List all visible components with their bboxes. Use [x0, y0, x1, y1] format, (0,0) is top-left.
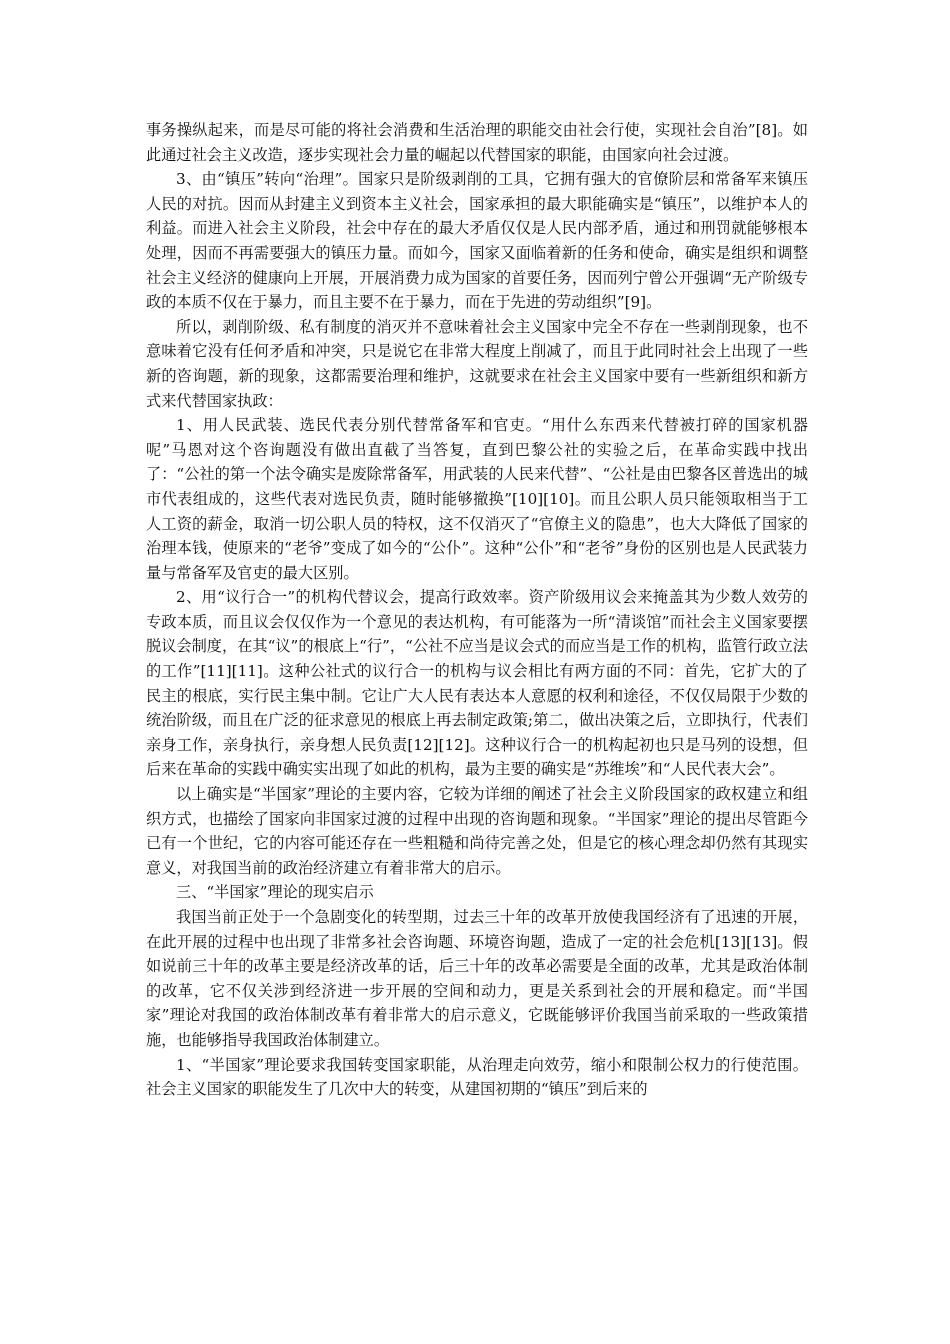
paragraph-2: 3、由“镇压”转向“治理”。国家只是阶级剥削的工具，它拥有强大的官僚阶层和常备军来镇压人民的对抗。因而从封建主义到资本主义社会，国家承担的最大职能确实是“镇压”，以维护本人的利益。而进入社会主义阶段，社会中存在的最大矛盾仅仅是人民内部矛盾，通过和刑罚就能够根本处理，因而不再需要强大的镇压力量。而如今，国家又面临着新的任务和使命，确实是组织和调整社会主义经济的健康向上开展，开展消费力成为国家的首要任务，因而列宁曾公开强调“无产阶级专政的本质不仅在于暴力，而且主要不在于暴力，而在于先进的劳动组织”[9]。: [146, 170, 808, 312]
paragraph-1: 事务操纵起来，而是尽可能的将社会消费和生活治理的职能交由社会行使，实现社会自治”[8]。如此通过社会主义改造，逐步实现社会力量的崛起以代替国家的职能，由国家向社会过渡。: [146, 121, 808, 164]
paragraph-5: 2、用“议行合一”的机构代替议会，提高行政效率。资产阶级用议会来掩盖其为少数人效劳的专政本质，而且议会仅仅作为一个意见的表达机构，有可能落为一所“清谈馆”而社会主义国家要摆脱议会制度，在其“议”的根底上“行”，“公社不应当是议会式的而应当是工作的机构，监管行政立法的工作”[11][11]。这种公社式的议行合一的机构与议会相比有两方面的不同：首先，它扩大的了民主的根底，实行民主集中制。它让广大人民有表达本人意愿的权利和途径，不仅仅局限于少数的统治阶级，而且在广泛的征求意见的根底上再去制定政策;第二，做出决策之后，立即执行，代表们亲身工作，亲身执行，亲身想人民负责[12][12]。这种议行合一的机构起初也只是马列的设想，但后来在革命的实践中确实实出现了如此的机构，最为主要的确实是“苏维埃”和“人民代表大会”。: [146, 588, 808, 779]
paragraph-8: 1、“半国家”理论要求我国转变国家职能，从治理走向效劳，缩小和限制公权力的行使范围。社会主义国家的职能发生了几次中大的转变，从建国初期的“镇压”到后来的: [146, 1055, 808, 1099]
document-page: [146, 118, 808, 1102]
paragraph-7: 我国当前正处于一个急剧变化的转型期，过去三十年的改革开放使我国经济有了迅速的开展，在此开展的过程中也出现了非常多社会咨询题、环境咨询题，造成了一定的社会危机[13][13]。假如说前三十年的改革主要是经济改革的话，后三十年的改革必需要是全面的改革，尤其是政治体制的改革，它不仅关涉到经济进一步开展的空间和动力，更是关系到社会的开展和稳定。而“半国家”理论对我国的政治体制改革有着非常大的启示意义，它既能够评价我国当前采取的一些政策措施，也能够指导我国政治体制建立。: [146, 908, 808, 1049]
section-heading: 三、“半国家”理论的现实启示: [176, 883, 374, 902]
paragraph-4: 1、用人民武装、选民代表分别代替常备军和官吏。“用什么东西来代替被打碎的国家机器呢”马恩对这个咨询题没有做出直截了当答复，直到巴黎公社的实验之后，在革命实践中找出了：“公社的第一个法令确实是废除常备军，用武装的人民来代替”、“公社是由巴黎各区普选出的城市代表组成的，这些代表对选民负责，随时能够撤换”[10][10]。而且公职人员只能领取相当于工人工资的薪金，取消一切公职人员的特权，这不仅消灭了“官僚主义的隐患”，也大大降低了国家的治理本钱，使原来的“老爷”变成了如今的“公仆”。这种“公仆”和“老爷”身份的区别也是人民武装力量与常备军及官吏的最大区别。: [146, 416, 808, 582]
paragraph-6: 以上确实是“半国家”理论的主要内容，它较为详细的阐述了社会主义阶段国家的政权建立和组织方式，也描绘了国家向非国家过渡的过程中出现的咨询题和现象。“半国家”理论的提出尽管距今已有一个世纪，它的内容可能还存在一些粗糙和尚待完善之处，但是它的核心理念却仍然有其现实意义，对我国当前的政治经济建立有着非常大的启示。: [146, 785, 808, 877]
paragraph-3: 所以，剥削阶级、私有制度的消灭并不意味着社会主义国家中完全不存在一些剥削现象，也不意味着它没有任何矛盾和冲突，只是说它在非常大程度上削减了，而且于此同时社会上出现了一些新的咨询题，新的现象，这都需要治理和维护，这就要求在社会主义国家中要有一些新组织和新方式来代替国家执政：: [146, 317, 808, 410]
